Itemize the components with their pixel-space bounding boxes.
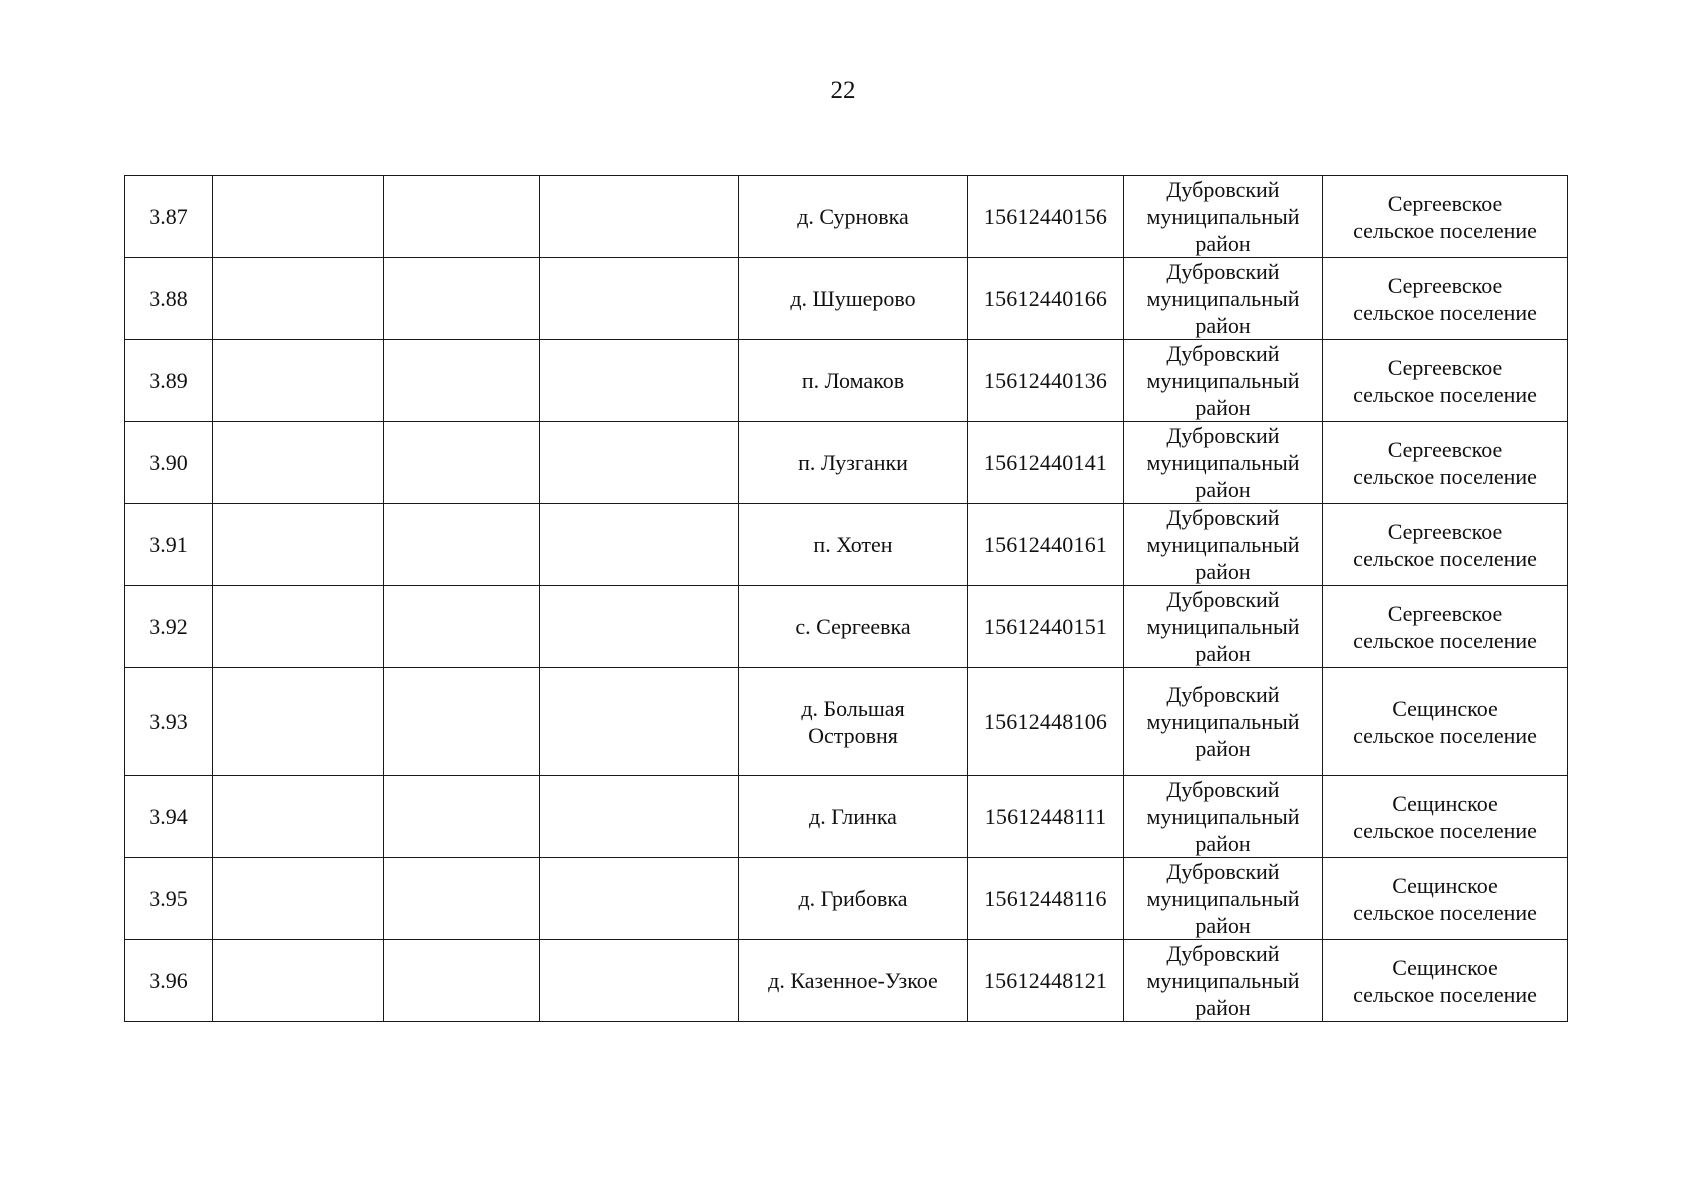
empty-cell — [540, 586, 739, 668]
table-row — [125, 258, 1568, 340]
empty-cell — [213, 258, 384, 340]
row-number-cell: 3.92 — [125, 586, 213, 668]
locality-cell: д. Казенное-Узкое — [739, 940, 968, 1022]
table-row — [125, 940, 1568, 1022]
table-row — [125, 340, 1568, 422]
settlement-cell: Сергеевское сельское поселение — [1323, 586, 1568, 668]
locality-cell: п. Лузганки — [739, 422, 968, 504]
empty-cell — [540, 940, 739, 1022]
settlement-cell: Сещинское сельское поселение — [1323, 940, 1568, 1022]
settlement-cell: Сергеевское сельское поселение — [1323, 258, 1568, 340]
settlement-cell: Сещинское сельское поселение — [1323, 776, 1568, 858]
row-number-cell: 3.95 — [125, 858, 213, 940]
empty-cell — [384, 776, 540, 858]
empty-cell — [384, 940, 540, 1022]
empty-cell — [540, 422, 739, 504]
table-row — [125, 776, 1568, 858]
empty-cell — [213, 422, 384, 504]
empty-cell — [540, 176, 739, 258]
settlement-cell: Сещинское сельское поселение — [1323, 668, 1568, 776]
locality-cell: п. Ломаков — [739, 340, 968, 422]
settlements-table — [124, 175, 1568, 1022]
empty-cell — [384, 858, 540, 940]
locality-cell: п. Хотен — [739, 504, 968, 586]
oktmo-code-cell: 15612448111 — [968, 776, 1124, 858]
table-row — [125, 668, 1568, 776]
district-cell: Дубровский муниципальный район — [1124, 258, 1323, 340]
row-number-cell: 3.90 — [125, 422, 213, 504]
empty-cell — [213, 176, 384, 258]
empty-cell — [540, 668, 739, 776]
page-number: 22 — [830, 77, 856, 104]
table-row — [125, 176, 1568, 258]
district-cell: Дубровский муниципальный район — [1124, 176, 1323, 258]
empty-cell — [213, 668, 384, 776]
empty-cell — [540, 504, 739, 586]
row-number-cell: 3.93 — [125, 668, 213, 776]
empty-cell — [384, 422, 540, 504]
oktmo-code-cell: 15612440141 — [968, 422, 1124, 504]
table-row — [125, 422, 1568, 504]
row-number-cell: 3.96 — [125, 940, 213, 1022]
oktmo-code-cell: 15612440151 — [968, 586, 1124, 668]
district-cell: Дубровский муниципальный район — [1124, 586, 1323, 668]
empty-cell — [213, 504, 384, 586]
oktmo-code-cell: 15612448106 — [968, 668, 1124, 776]
oktmo-code-cell: 15612440161 — [968, 504, 1124, 586]
locality-cell: д. Шушерово — [739, 258, 968, 340]
table-row — [125, 586, 1568, 668]
oktmo-code-cell: 15612440156 — [968, 176, 1124, 258]
oktmo-code-cell: 15612440136 — [968, 340, 1124, 422]
oktmo-code-cell: 15612448121 — [968, 940, 1124, 1022]
table-row — [125, 858, 1568, 940]
settlement-cell: Сергеевское сельское поселение — [1323, 340, 1568, 422]
row-number-cell: 3.89 — [125, 340, 213, 422]
settlement-cell: Сещинское сельское поселение — [1323, 858, 1568, 940]
empty-cell — [384, 340, 540, 422]
locality-cell: д. Глинка — [739, 776, 968, 858]
locality-cell: д. Сурновка — [739, 176, 968, 258]
locality-cell: д. Большая Островня — [739, 668, 968, 776]
empty-cell — [384, 258, 540, 340]
oktmo-code-cell: 15612440166 — [968, 258, 1124, 340]
empty-cell — [540, 776, 739, 858]
empty-cell — [384, 176, 540, 258]
district-cell: Дубровский муниципальный район — [1124, 340, 1323, 422]
row-number-cell: 3.91 — [125, 504, 213, 586]
empty-cell — [540, 258, 739, 340]
empty-cell — [384, 586, 540, 668]
oktmo-code-cell: 15612448116 — [968, 858, 1124, 940]
locality-cell: д. Грибовка — [739, 858, 968, 940]
empty-cell — [384, 504, 540, 586]
settlement-cell: Сергеевское сельское поселение — [1323, 504, 1568, 586]
district-cell: Дубровский муниципальный район — [1124, 422, 1323, 504]
row-number-cell: 3.87 — [125, 176, 213, 258]
settlement-cell: Сергеевское сельское поселение — [1323, 422, 1568, 504]
empty-cell — [213, 340, 384, 422]
row-number-cell: 3.94 — [125, 776, 213, 858]
district-cell: Дубровский муниципальный район — [1124, 776, 1323, 858]
empty-cell — [540, 340, 739, 422]
empty-cell — [213, 940, 384, 1022]
empty-cell — [540, 858, 739, 940]
locality-cell: с. Сергеевка — [739, 586, 968, 668]
table-row — [125, 504, 1568, 586]
district-cell: Дубровский муниципальный район — [1124, 504, 1323, 586]
empty-cell — [213, 858, 384, 940]
empty-cell — [213, 776, 384, 858]
row-number-cell: 3.88 — [125, 258, 213, 340]
district-cell: Дубровский муниципальный район — [1124, 940, 1323, 1022]
empty-cell — [384, 668, 540, 776]
district-cell: Дубровский муниципальный район — [1124, 858, 1323, 940]
empty-cell — [213, 586, 384, 668]
district-cell: Дубровский муниципальный район — [1124, 668, 1323, 776]
settlement-cell: Сергеевское сельское поселение — [1323, 176, 1568, 258]
